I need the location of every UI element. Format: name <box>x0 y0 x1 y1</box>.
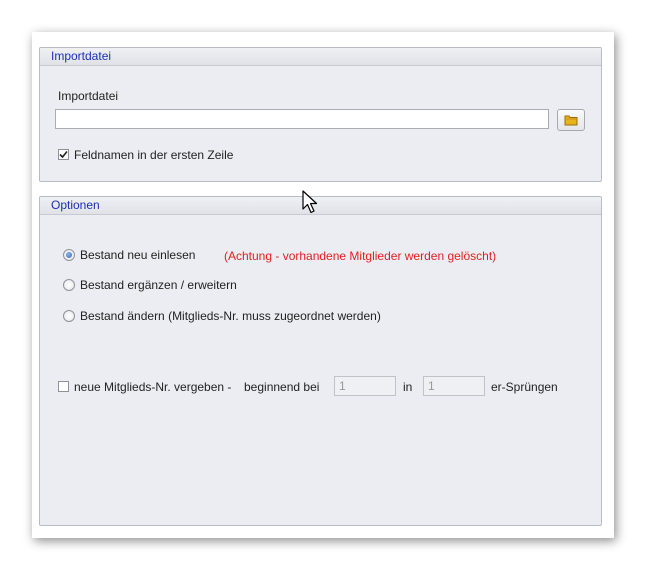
step-value-input[interactable] <box>423 376 485 396</box>
importdatei-group-title: Importdatei <box>40 48 601 66</box>
optionen-group-title: Optionen <box>40 197 601 215</box>
header-row-checkbox-label: Feldnamen in der ersten Zeile <box>74 148 234 162</box>
radio-bestand-neu[interactable] <box>63 249 75 261</box>
renumber-checkbox[interactable] <box>58 381 69 392</box>
import-dialog <box>32 32 614 538</box>
warning-text: (Achtung - vorhandene Mitglieder werden gelöscht) <box>224 249 497 263</box>
header-row-checkbox[interactable] <box>58 149 69 160</box>
import-file-label: Importdatei <box>58 89 119 103</box>
radio-bestand-neu-label: Bestand neu einlesen <box>80 248 196 262</box>
optionen-group <box>39 196 602 526</box>
import-file-path-input[interactable] <box>55 109 549 129</box>
folder-icon <box>564 114 578 126</box>
step-in-label: in <box>403 380 413 394</box>
browse-file-button[interactable] <box>557 109 585 131</box>
radio-bestand-aendern[interactable] <box>63 310 75 322</box>
mouse-pointer-icon <box>302 190 320 216</box>
start-value-input[interactable] <box>334 376 396 396</box>
renumber-checkbox-label: neue Mitglieds-Nr. vergeben - <box>74 380 232 394</box>
step-suffix-label: er-Sprüngen <box>491 380 558 394</box>
start-value-label: beginnend bei <box>244 380 320 394</box>
checkmark-icon <box>58 149 69 160</box>
radio-bestand-ergaenzen[interactable] <box>63 279 75 291</box>
radio-bestand-ergaenzen-label: Bestand ergänzen / erweitern <box>80 278 237 292</box>
importdatei-group <box>39 47 602 182</box>
radio-bestand-aendern-label: Bestand ändern (Mitglieds-Nr. muss zugeordnet werden) <box>80 309 381 323</box>
